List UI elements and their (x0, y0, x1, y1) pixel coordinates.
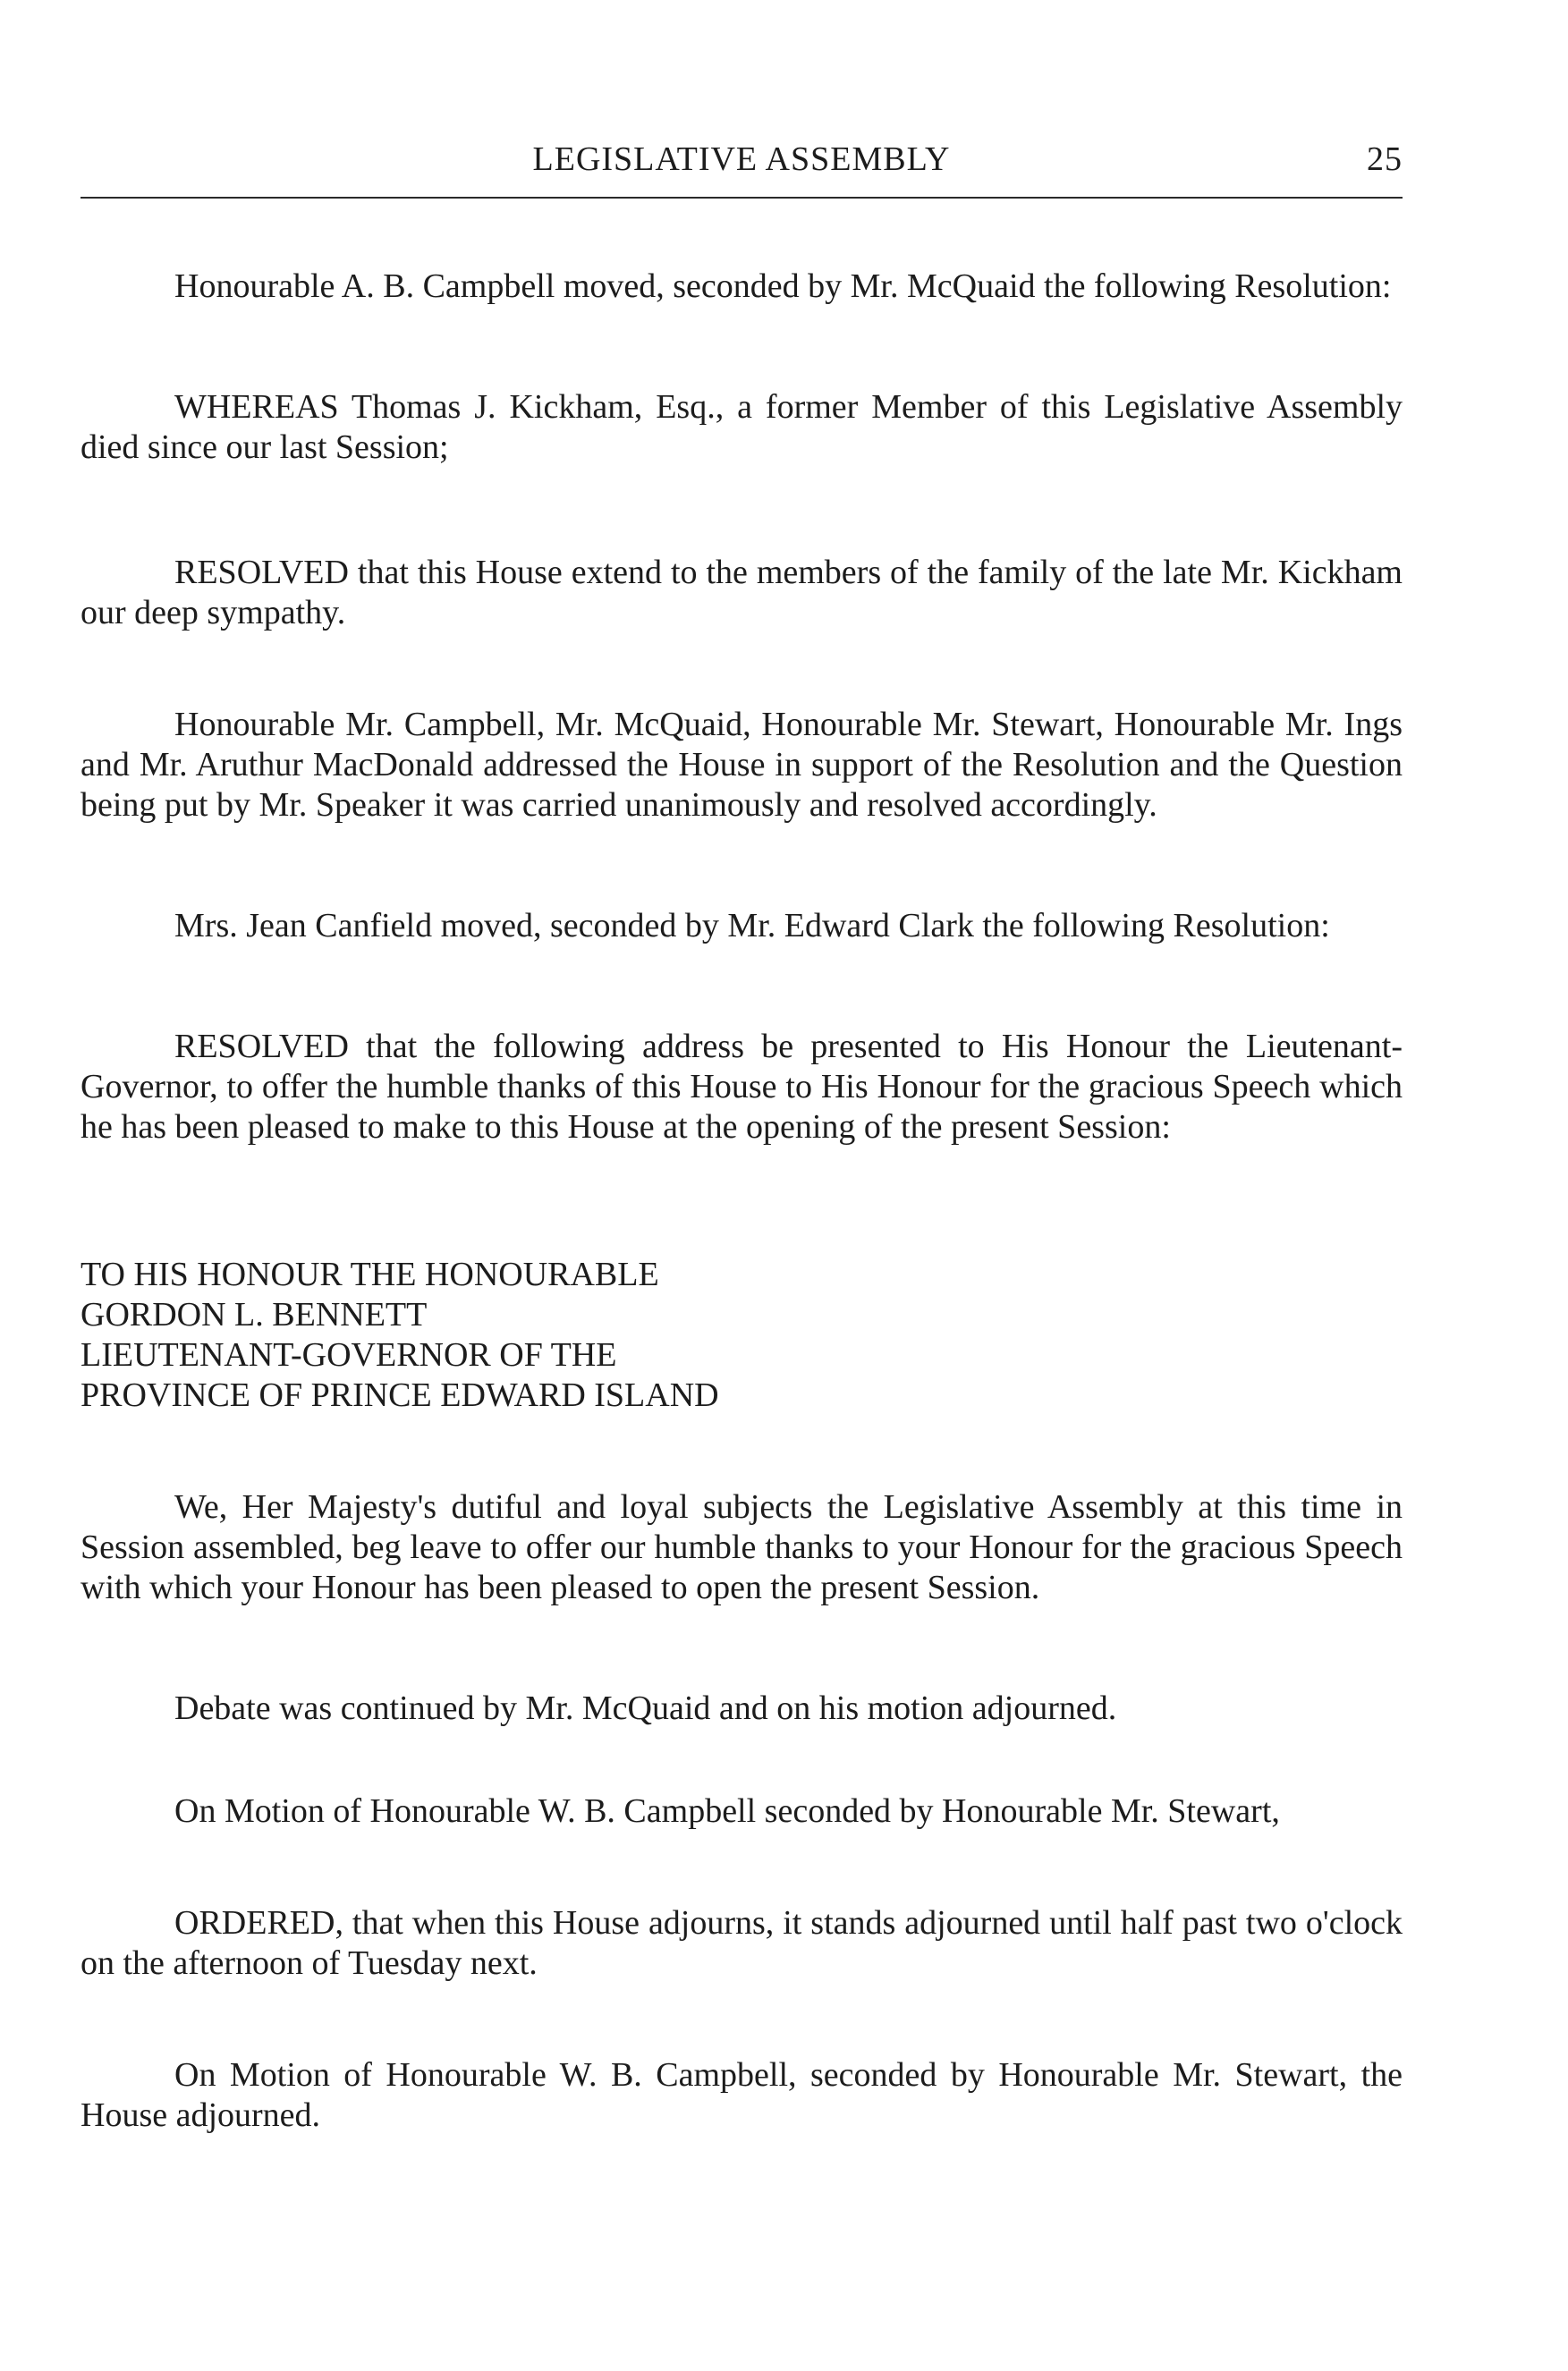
address-line: TO HIS HONOUR THE HONOURABLE (81, 1256, 659, 1293)
page-number: 25 (1367, 140, 1403, 178)
paragraph-house-adjourned: On Motion of Honourable W. B. Campbell, seconded by Honourable Mr. Stewart, the House adjourned. (81, 2056, 1403, 2134)
address-block (81, 1255, 1403, 1416)
address-line: LIEUTENANT-GOVERNOR OF THE (81, 1336, 617, 1374)
header-title: LEGISLATIVE ASSEMBLY (532, 140, 951, 178)
paragraph-resolved-address: RESOLVED that the following address be presented to His Honour the Lieutenant-Governor, to offer the humble thanks of this House to His Honour for the gracious Speech which he has been pleased to make to this House at the opening of the present Session: (81, 1028, 1403, 1146)
paragraph-motion-adjourn-order: On Motion of Honourable W. B. Campbell seconded by Honourable Mr. Stewart, (174, 1792, 1280, 1830)
paragraph-addressed-house: Honourable Mr. Campbell, Mr. McQuaid, Honourable Mr. Stewart, Honourable Mr. Ings and Mr. Aruthur MacDonald addressed the House in support of the Resolution and the Question being put by Mr. Speaker it was carried unanimously and resolved accordingly. (81, 706, 1403, 824)
paragraph-resolved-sympathy: RESOLVED that this House extend to the members of the family of the late Mr. Kickham our deep sympathy. (81, 554, 1403, 631)
paragraph-motion-campbell: Honourable A. B. Campbell moved, seconded by Mr. McQuaid the following Resolution: (174, 267, 1392, 305)
paragraph-loyal-subjects: We, Her Majesty's dutiful and loyal subjects the Legislative Assembly at this time in Session assembled, beg leave to offer our humble thanks to your Honour for the gracious Speech with which your Honour has been pleased to open the present Session. (81, 1488, 1403, 1606)
paragraph-whereas: WHEREAS Thomas J. Kickham, Esq., a former Member of this Legislative Assembly died since our last Session; (81, 388, 1403, 466)
header-rule (81, 197, 1403, 199)
address-line: GORDON L. BENNETT (81, 1296, 428, 1334)
document-body (81, 267, 1403, 2136)
running-header (81, 134, 1403, 184)
paragraph-debate-continued: Debate was continued by Mr. McQuaid and on his motion adjourned. (174, 1689, 1117, 1727)
paragraph-motion-canfield: Mrs. Jean Canfield moved, seconded by Mr. Edward Clark the following Resolution: (174, 907, 1330, 944)
paragraph-ordered: ORDERED, that when this House adjourns, it stands adjourned until half past two o'clock on the afternoon of Tuesday next. (81, 1904, 1403, 1982)
address-line: PROVINCE OF PRINCE EDWARD ISLAND (81, 1376, 719, 1414)
